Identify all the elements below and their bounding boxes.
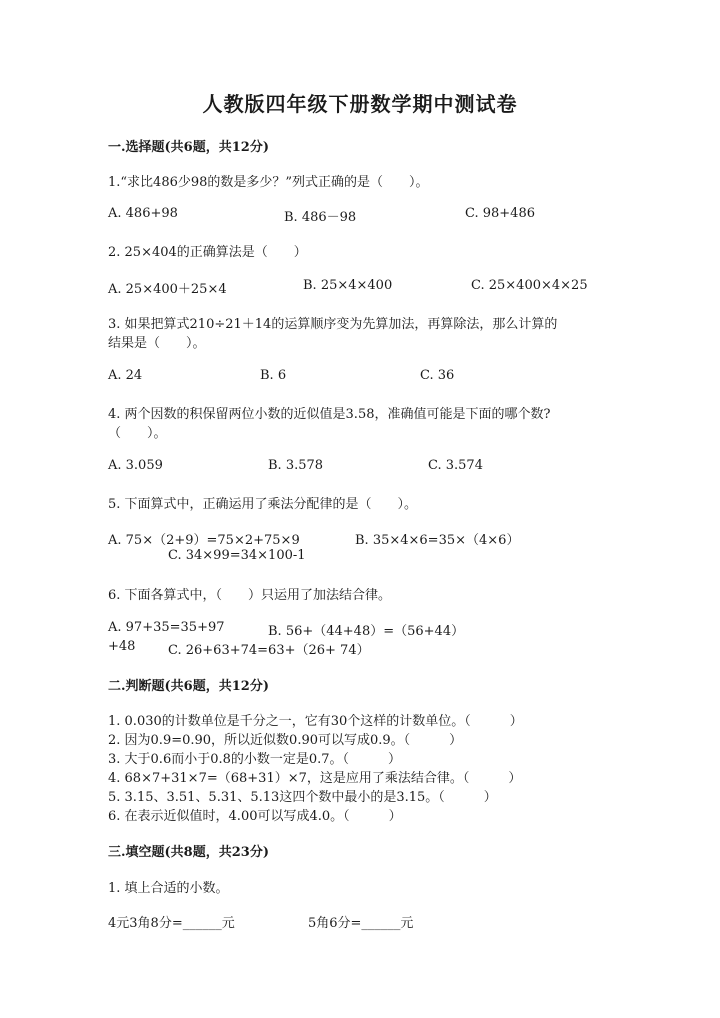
option-a: A. 3.059	[108, 458, 163, 473]
question-text: 3. 如果把算式210÷21＋14的运算顺序变为先算加法，再算除法，那么计算的	[108, 317, 558, 332]
option-b: B. 6	[260, 368, 287, 383]
option-b: B. 3.578	[268, 458, 324, 473]
option-c: C. 25×400×4×25	[471, 278, 588, 293]
option-b: B. 56+（44+48）=（56+44）	[268, 624, 465, 639]
option-a: A. 486+98	[108, 206, 178, 221]
option-b-cont: +48	[108, 639, 136, 654]
option-b: B. 486－98	[284, 210, 357, 225]
page-title: 人教版四年级下册数学期中测试卷	[202, 92, 518, 116]
fill-blank-1: 4元3角8分=______元	[108, 916, 235, 931]
question-text: 5. 下面算式中，正确运用了乘法分配律的是（ ）。	[108, 497, 418, 512]
judge-item: 2. 因为0.9=0.90，所以近似数0.90可以写成0.9。（ ）	[108, 733, 463, 748]
section-heading-judge: 二.判断题(共6题，共12分)	[108, 679, 269, 694]
fill-blank-2: 5角6分=______元	[308, 916, 414, 931]
option-a: A. 25×400＋25×4	[108, 282, 227, 297]
judge-item: 4. 68×7+31×7=（68+31）×7，这是应用了乘法结合律。（ ）	[108, 771, 522, 786]
question-text: 4. 两个因数的积保留两位小数的近似值是3.58，准确值可能是下面的哪个数?	[108, 407, 551, 422]
section-heading-choice: 一.选择题(共6题，共12分)	[108, 140, 269, 155]
option-b: B. 25×4×400	[303, 278, 393, 293]
option-c: C. 34×99=34×100-1	[168, 548, 306, 563]
option-c: C. 98+486	[465, 206, 535, 221]
judge-item: 6. 在表示近似值时，4.00可以写成4.0。（ ）	[108, 809, 402, 824]
option-a: A. 97+35=35+97	[108, 620, 225, 635]
option-c: C. 36	[420, 368, 455, 383]
section-heading-fill: 三.填空题(共8题，共23分)	[108, 845, 269, 860]
question-text: 1. 填上合适的小数。	[108, 881, 229, 896]
judge-item: 1. 0.030的计数单位是千分之一，它有30个这样的计数单位。（ ）	[108, 714, 523, 729]
option-a: A. 24	[108, 368, 143, 383]
option-a: A. 75×（2+9）=75×2+75×9	[108, 533, 300, 548]
option-c: C. 3.574	[428, 458, 483, 473]
question-text: 6. 下面各算式中，（ ）只运用了加法结合律。	[108, 588, 392, 603]
question-text-cont: （ ）。	[108, 426, 167, 441]
question-text-cont: 结果是（ ）。	[108, 336, 206, 351]
question-text: 2. 25×404的正确算法是（ ）	[108, 245, 307, 260]
option-b: B. 35×4×6=35×（4×6）	[355, 533, 520, 548]
question-text: 1.“求比486少98的数是多少？”列式正确的是（ ）。	[108, 175, 429, 190]
judge-item: 3. 大于0.6而小于0.8的小数一定是0.7。（ ）	[108, 752, 402, 767]
option-c: C. 26+63+74=63+（26+ 74）	[168, 643, 370, 658]
judge-item: 5. 3.15、3.51、5.31、5.13这四个数中最小的是3.15。（ ）	[108, 790, 497, 805]
